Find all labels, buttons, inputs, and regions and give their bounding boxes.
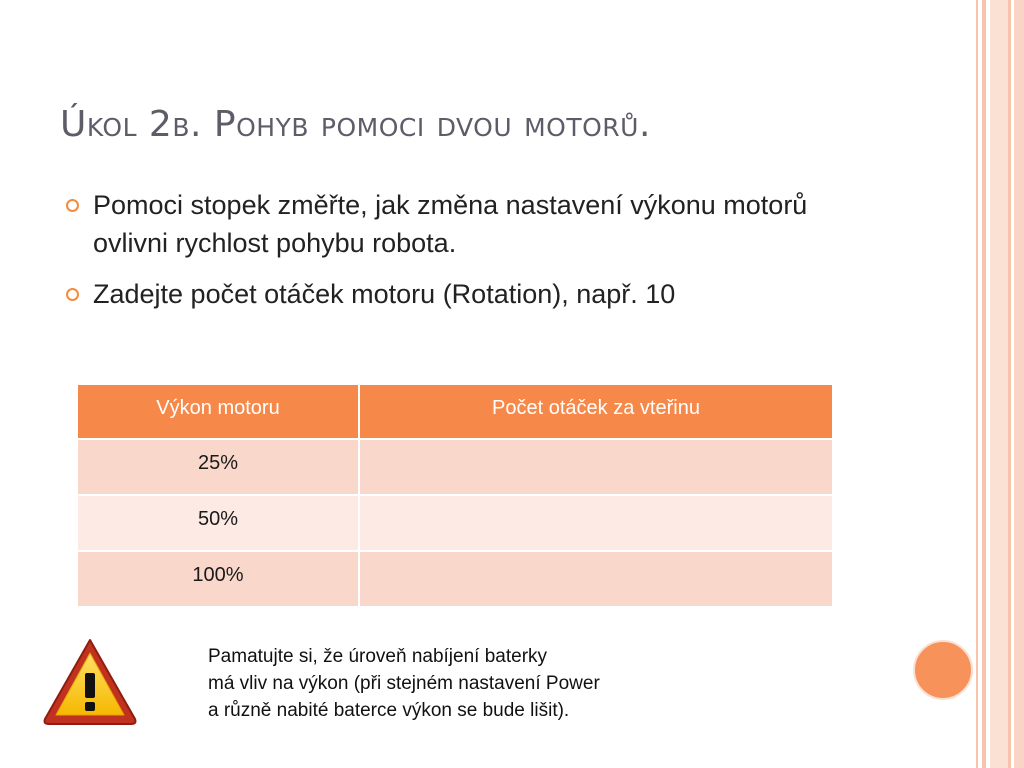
table-cell: 25% [77, 439, 359, 495]
table-cell: 100% [77, 551, 359, 607]
motor-table [76, 383, 834, 608]
table-cell [359, 495, 833, 551]
bullet-text: Zadejte počet otáček motoru (Rotation), např. 10 [93, 279, 676, 309]
header-power: Výkon motoru [77, 384, 359, 439]
table-row [77, 439, 833, 495]
bullet-text: Pomoci stopek změřte, jak změna nastavení výkonu motorů ovlivni rychlost pohybu robota. [93, 190, 808, 258]
decorative-stripes [976, 0, 1024, 768]
table-row [77, 495, 833, 551]
battery-note: Pamatujte si, že úroveň nabíjení baterky má vliv na výkon (při stejném nastavení Power a různě nabité baterce výkon se bude lišit). [208, 646, 600, 721]
slide-title [60, 104, 651, 145]
decorative-circle [913, 640, 973, 700]
bullet-item [66, 275, 886, 313]
bullet-list [66, 186, 886, 326]
table-cell: 50% [77, 495, 359, 551]
title-prefix: Ú [60, 104, 87, 145]
table-row [77, 551, 833, 607]
bullet-circle-icon [66, 288, 79, 301]
table-header-row [77, 384, 833, 439]
table-cell [359, 439, 833, 495]
bullet-circle-icon [66, 199, 79, 212]
bullet-item [66, 186, 886, 262]
header-rotations: Počet otáček za vteřinu [359, 384, 833, 439]
title-rest: kol 2b. Pohyb pomoci dvou motorů. [86, 104, 651, 145]
warning-icon [40, 633, 140, 727]
table-cell [359, 551, 833, 607]
